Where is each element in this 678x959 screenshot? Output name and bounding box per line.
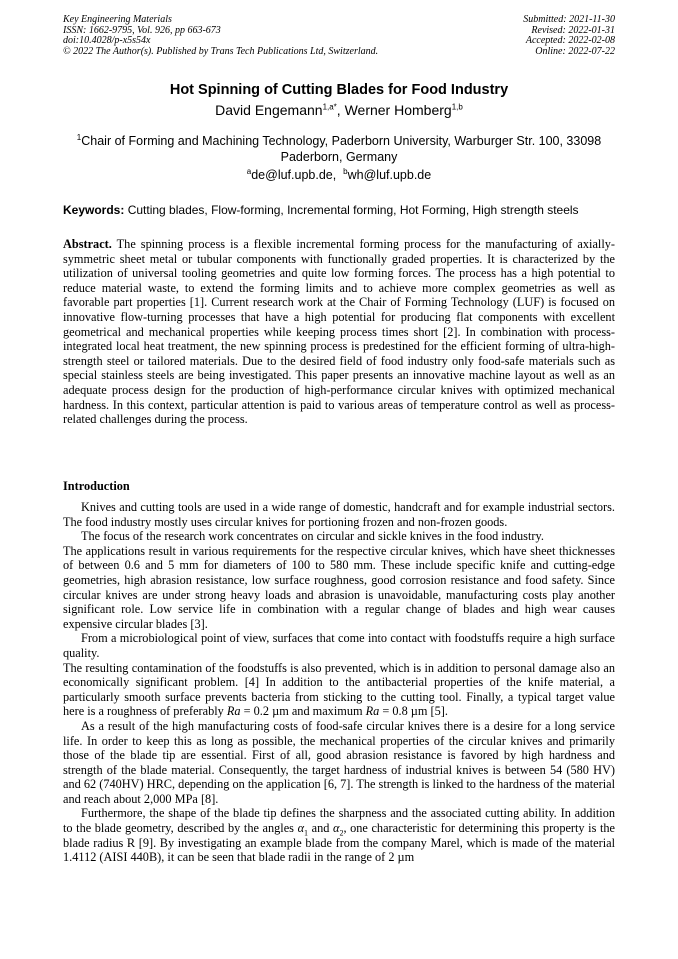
- paper-title: Hot Spinning of Cutting Blades for Food Industry: [169, 82, 509, 98]
- email-a-marker: a: [246, 166, 252, 176]
- author-2-affil: 1,b: [451, 102, 463, 112]
- paragraph: From a microbiological point of view, surfaces that come into contact with foodstuffs require a high surface quality.: [63, 631, 615, 660]
- accepted-date: Accepted: 2022-02-08: [525, 35, 615, 47]
- paragraph: As a result of the high manufacturing costs of food-safe circular knives there is a desire for a long service life. In order to keep this as long as possible, the mechanical properties of the circular knives and primarily those of the blade tip are essential. First of all, good abrasion resistance is favored by high hardness and strength of the blade material. Consequently, the target hardness of industrial knives is between 54 (580 HV) and 62 (740HV) HRC, depending on the application [6, 7]. The strength is linked to the hardness of the material and reach about 2,000 MPa [8].: [63, 718, 615, 806]
- journal-info-header: [63, 15, 378, 57]
- introduction-body: [63, 500, 615, 865]
- alpha-symbol: α: [332, 821, 340, 836]
- section-heading-introduction: Introduction: [63, 479, 130, 493]
- revised-date: Revised: 2022-01-31: [531, 24, 615, 36]
- keywords: [63, 203, 615, 217]
- abstract: [63, 237, 615, 427]
- email-a[interactable]: de@luf.upb.de,: [251, 168, 337, 182]
- affiliation-marker: 1: [76, 132, 82, 142]
- email-b[interactable]: wh@luf.upb.de: [347, 168, 432, 182]
- author-1-affil: 1,a*: [322, 102, 337, 112]
- online-date: Online: 2022-07-22: [535, 45, 615, 57]
- author-list: [0, 102, 678, 118]
- copyright-line: © 2022 The Author(s). Published by Trans Tech Publications Ltd, Switzerland.: [63, 45, 379, 57]
- keywords-label: Keywords:: [63, 203, 125, 217]
- paragraph: Knives and cutting tools are used in a wide range of domestic, handcraft and for example industrial sectors. The food industry mostly uses circular knives for portioning frozen and non-frozen goods.: [63, 500, 615, 529]
- alpha-symbol: α: [297, 821, 305, 836]
- abstract-text: The spinning process is a flexible incremental forming process for the manufacturing of axially-symmetric sheet metal or tubular components with functionally graded properties. It is characterized by the utilization of universal tooling geometries and quite low forming forces. The process has a high potential to reduce material waste, to extend the forming limits and to achieve more complex geometries as well as favorable part properties [1]. Current research work at the Chair of Forming Technology (LUF) is focused on innovative flow-turning processes that have a high potential for producing flat components with excellent geometrical and mechanical properties while keeping process times short [2]. In combination with process-integrated local heat treatment, the new spinning process is predestined for the efficient forming of ultra-high-strength steel or tailored materials. Due to the desired field of food industry only food-safe materials such as special stainless steels are being investigated. This paper presents an innovative machine layout as well as an adequate process design for the production of high-performance circular knives with optimized mechanical hardness. In this context, particular attention is paid to various areas of temperature control as well as process-related challenges during the process.: [63, 237, 615, 427]
- dates-header: [523, 15, 615, 57]
- paragraph: The applications result in various requirements for the respective circular knives, which have sheet thicknesses of between 0.6 and 5 mm for diameters of 100 to 580 mm. These include specific knife and cutting-edge geometries, high abrasion resistance, low surface roughness, good corrosion resistance and food safety. Since circular knives are under strong heavy loads and abrasion is unavoidable, manufacturing costs play another significant role. Low service life in combination with a regular change of blades and high wear causes expensive circular blades [3].: [63, 543, 615, 631]
- author-2: Werner Homberg: [344, 102, 452, 118]
- ra-symbol: Ra: [365, 704, 380, 719]
- ra-symbol: Ra: [226, 704, 241, 719]
- paragraph: The focus of the research work concentrates on circular and sickle knives in the food industry.: [81, 529, 544, 544]
- issn-line: ISSN: 1662-9795, Vol. 926, pp 663-673: [63, 24, 221, 36]
- keywords-text: Cutting blades, Flow-forming, Incremental forming, Hot Forming, High strength steels: [127, 203, 579, 217]
- paragraph: Furthermore, the shape of the blade tip defines the sharpness and the associated cutting ability. In addition to the blade geometry, described by the angles $\alpha_1$ and $\alpha_2$, one characteristic for determining this property is the blade radius R [9]. By investigating an example blade from the company Marel, which is made of the material 1.4112 (AISI 440B), it can be seen that blade radii in the range of 2 µm: [63, 806, 616, 865]
- email-b-marker: b: [343, 166, 348, 176]
- author-1: David Engemann: [215, 102, 323, 118]
- doi-line: doi:10.4028/p-x5s54x: [63, 35, 151, 47]
- author-emails: [0, 168, 678, 182]
- journal-name: Key Engineering Materials: [63, 14, 172, 25]
- author-separator: ,: [336, 102, 345, 118]
- submitted-date: Submitted: 2021-11-30: [523, 14, 615, 25]
- paragraph: The resulting contamination of the foodstuffs is also prevented, which is in addition to personal damage also an economically significant problem. [4] In addition to the antibacterial properties of the knife material, a particularly smooth surface prevents bacteria from sticking to the cutting tool. Finally, a typical target value here is a roughness of preferably Ra = 0.2 µm and maximum Ra = 0.8 µm [5].: [63, 660, 615, 719]
- affiliation: [63, 133, 615, 165]
- abstract-label: Abstract.: [63, 237, 112, 251]
- affiliation-text: Chair of Forming and Machining Technology, Paderborn University, Warburger Str. 100, 33098 Paderborn, Germany: [81, 134, 602, 164]
